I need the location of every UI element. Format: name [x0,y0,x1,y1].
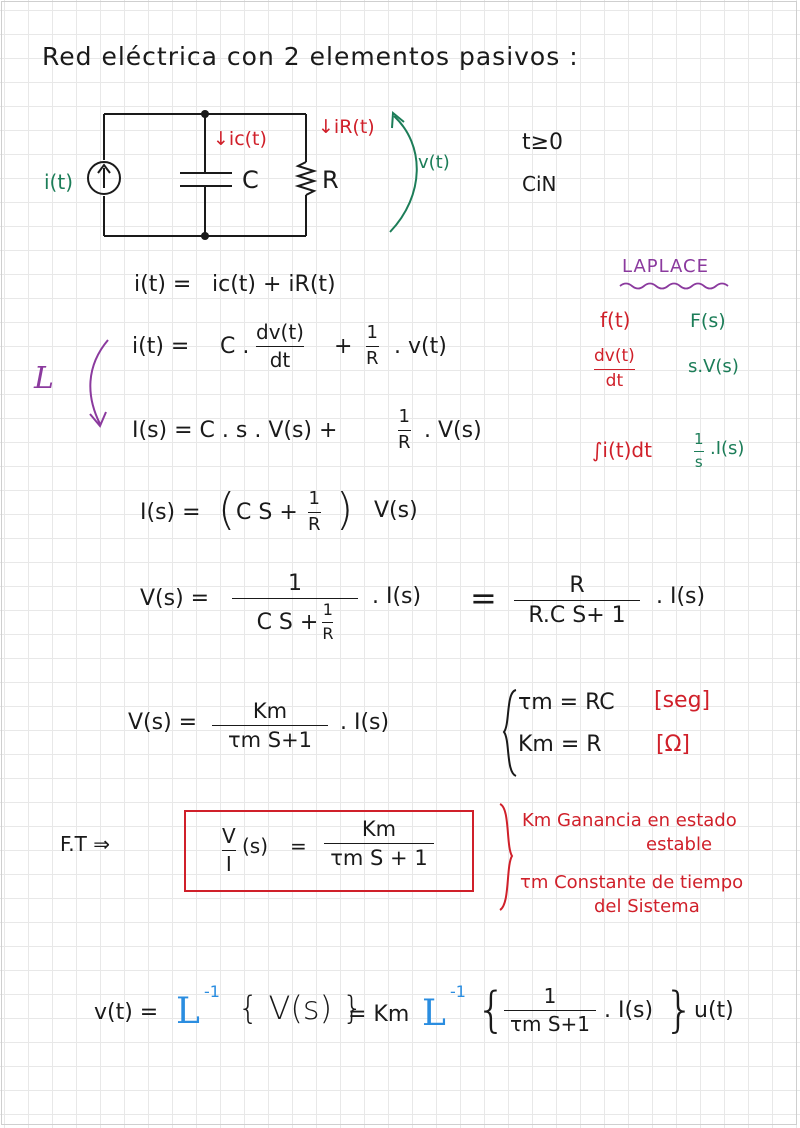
eq7-inverse-laplace-1: L [176,991,200,1032]
eq7-sup-2: -1 [450,982,466,1001]
def-k: Km = R [518,732,602,757]
eq7-eq: = Km [348,1002,410,1027]
tf-num: Km [361,817,397,841]
eq2-plus: + [334,334,353,359]
eq5-tail: . I(s) [656,584,706,609]
capacitor-current-label: ↓ic(t) [213,128,267,150]
page-title: Red eléctrica con 2 elementos pasivos : [42,42,579,71]
eq2-lhs: i(t) = [132,334,190,359]
eq6-lhs: V(s) = [128,710,198,735]
laplace-row3-s-rest: .I(s) [710,438,745,459]
circuit-diagram [0,0,800,260]
note-k-line1: Km Ganancia en estado [522,810,737,831]
condition-time: t≥0 [522,130,564,155]
eq6-num: Km [252,699,288,723]
eq5-den-frac-den: R [322,623,334,643]
eq1-rhs: ic(t) + iR(t) [212,272,336,297]
def-tau-unit: [seg] [654,688,711,713]
eq2-c: C . [220,334,250,359]
laplace-row3-den: s [694,452,703,471]
laplace-row2-time [594,348,635,391]
tf-lhs-den: I [225,852,232,876]
eq7-tail: . I(s) [604,998,654,1023]
eq5-lhs: V(s) = [140,586,210,611]
laplace-heading-underline [616,280,736,292]
eq2-den: dt [269,348,291,372]
resistor-current-label: ↓iR(t) [318,116,375,138]
tf-lhs-num: V [222,824,236,848]
laplace-heading: LAPLACE [622,256,709,277]
eq5-frac1 [232,572,358,643]
resistor-label: R [322,166,339,194]
eq5-num: 1 [288,571,302,596]
eq2-tail: . v(t) [394,334,447,359]
eq2-frac-num: 1 [366,322,378,343]
laplace-arrow [78,336,138,436]
laplace-row2-den: dt [605,370,624,391]
voltage-label: v(t) [418,152,450,173]
eq3-tail: . V(s) [424,418,482,443]
eq7-brace-close: } [664,982,695,1038]
eq4-paren-open: ( [218,484,236,535]
eq4-paren-close: ) [336,484,354,535]
eq2-frac-den: R [366,347,379,369]
def-k-unit: [Ω] [656,732,690,757]
laplace-row3-s-frac [694,432,704,471]
tf-rhs-frac [324,818,434,869]
tf-lhs-arg: (s) [242,834,269,858]
eq6-den: τm S+1 [227,728,313,753]
eq7-brace-open: { [476,982,507,1038]
eq5-mid: . I(s) [372,584,422,609]
laplace-row1-time: f(t) [600,308,631,332]
notes-brace [496,802,516,912]
eq7-step: u(t) [694,998,734,1023]
laplace-row3-num: 1 [694,430,704,448]
eq3-frac-num: 1 [398,406,410,427]
eq5-frac2 [514,574,640,627]
eq4-cs: C S + [236,500,298,525]
eq4-lhs: I(s) = [140,500,201,525]
laplace-row2-s: s.V(s) [688,356,739,377]
eq4-tail: V(s) [374,498,418,523]
tf-den: τm S + 1 [330,846,428,871]
eq7-inverse-laplace-2: L [422,993,446,1034]
laplace-row2-num: dv(t) [594,346,635,366]
eq5-den-frac-num: 1 [322,600,333,620]
eq5-num2: R [569,573,585,598]
note-tau-line1: τm Constante de tiempo [520,872,744,893]
eq6-frac [212,700,328,751]
laplace-row1-s: F(s) [690,310,726,332]
eq3-frac [398,408,411,453]
eq4-frac-num: 1 [308,488,320,509]
eq1-lhs: i(t) = [134,272,192,297]
eq7-lhs: v(t) = [94,1000,159,1025]
tf-eq: = [290,834,307,858]
eq3-frac-den: R [398,431,411,453]
capacitor-label: C [242,166,259,194]
note-k-line2: estable [646,834,713,855]
note-tau-line2: del Sistema [594,896,700,917]
eq2-frac [366,324,379,369]
condition-initial: CiN [522,172,557,196]
eq7-sup-1: -1 [204,982,220,1001]
def-tau: τm = RC [518,690,615,715]
laplace-symbol: L [34,361,54,396]
eq6-tail: . I(s) [340,710,390,735]
eq2-derivative [256,322,304,371]
eq7-den: τm S+1 [509,1012,591,1036]
eq2-num: dv(t) [256,320,304,344]
eq5-den2: R.C S+ 1 [528,603,626,629]
tf-lhs-frac [222,826,236,875]
defs-brace [500,688,520,778]
laplace-row3-time: ∫i(t)dt [592,438,652,462]
eq4-frac [308,490,321,535]
eq7-frac [504,986,596,1035]
eq3-text: I(s) = C . s . V(s) + [132,418,338,443]
source-current-label: i(t) [44,170,74,194]
tf-label: F.T ⇒ [60,832,110,856]
eq7-num: 1 [543,984,557,1008]
eq5-eq: = [470,579,497,617]
eq7-brace-1: { V(s) } [238,989,363,1027]
eq5-den-a: C S + [256,609,319,635]
eq4-frac-den: R [308,513,321,535]
